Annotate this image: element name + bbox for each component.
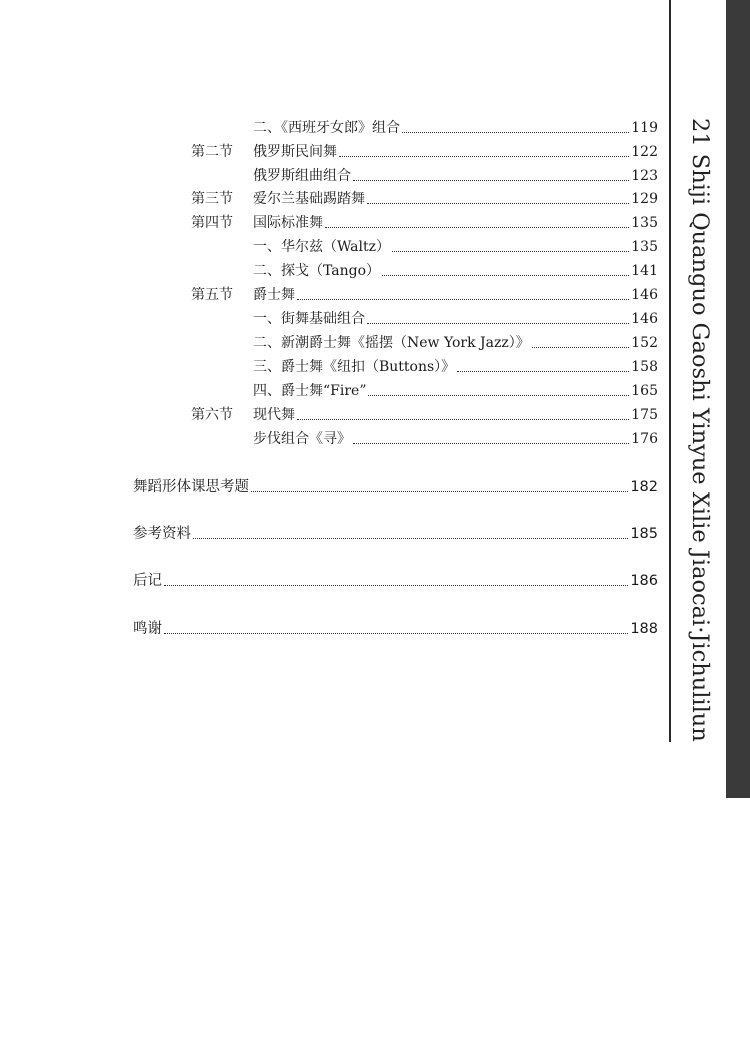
series-title-vertical xyxy=(678,118,722,742)
toc-entry-label: 爵士舞 xyxy=(253,287,295,303)
dot-leader xyxy=(164,585,628,586)
dot-leader xyxy=(353,443,629,444)
toc-entry[interactable] xyxy=(253,310,658,328)
dot-leader xyxy=(392,251,629,252)
toc-section-label: 第五节 xyxy=(191,287,233,303)
toc-entry[interactable] xyxy=(253,143,658,161)
toc-page-number: 175 xyxy=(631,407,658,423)
dot-leader xyxy=(368,395,629,396)
toc-entry-label: 国际标准舞 xyxy=(253,215,323,231)
toc-entry-label: 现代舞 xyxy=(253,407,295,423)
toc-page-number: 176 xyxy=(631,431,658,447)
toc-page-number: 186 xyxy=(630,573,658,589)
toc-main-entry[interactable] xyxy=(133,572,658,590)
toc-page-number: 135 xyxy=(631,215,658,231)
toc-entry-label: 舞蹈形体课思考题 xyxy=(133,479,249,495)
dot-leader xyxy=(382,275,629,276)
toc-entry[interactable] xyxy=(253,262,658,280)
toc-section-label: 第三节 xyxy=(191,191,233,207)
toc-entry[interactable] xyxy=(253,190,658,208)
toc-section-label: 第六节 xyxy=(191,407,233,423)
vertical-divider xyxy=(669,0,671,742)
toc-entry[interactable] xyxy=(253,382,658,400)
toc-page-number: 146 xyxy=(631,311,658,327)
toc-page-number: 146 xyxy=(631,287,658,303)
toc-entry[interactable] xyxy=(253,286,658,304)
toc-page-number: 123 xyxy=(631,168,658,184)
toc-page-number: 122 xyxy=(631,144,658,160)
toc-page-number: 129 xyxy=(631,191,658,207)
toc-page-number: 188 xyxy=(630,621,658,637)
toc-page-number: 135 xyxy=(631,239,658,255)
dot-leader xyxy=(251,491,628,492)
toc-entry-label: 二、探戈（Tango） xyxy=(253,263,381,279)
dot-leader xyxy=(353,180,629,181)
toc-entry[interactable] xyxy=(253,119,658,137)
toc-entry-label: 三、爵士舞《纽扣（Buttons）》 xyxy=(253,359,456,375)
toc-entry-label: 爱尔兰基础踢踏舞 xyxy=(253,191,365,207)
toc-entry-label: 后记 xyxy=(133,573,162,589)
toc-entry-label: 四、爵士舞“Fire” xyxy=(253,383,367,399)
toc-entry-label: 一、街舞基础组合 xyxy=(253,311,365,327)
toc-section-label: 第二节 xyxy=(191,144,233,160)
edge-bar xyxy=(726,0,750,798)
toc-page-number: 152 xyxy=(631,335,658,351)
toc-entry-label: 俄罗斯组曲组合 xyxy=(253,168,351,184)
dot-leader xyxy=(297,419,629,420)
dot-leader xyxy=(193,538,628,539)
toc-page-number: 141 xyxy=(631,263,658,279)
toc-entry[interactable] xyxy=(253,167,658,185)
dot-leader xyxy=(457,371,629,372)
toc-entry[interactable] xyxy=(253,406,658,424)
toc-entry[interactable] xyxy=(253,334,658,352)
toc-entry[interactable] xyxy=(253,214,658,232)
dot-leader xyxy=(325,227,629,228)
toc-page-number: 185 xyxy=(630,526,658,542)
toc-main-entry[interactable] xyxy=(133,478,658,496)
toc-entry[interactable] xyxy=(253,430,658,448)
toc-section-label: 第四节 xyxy=(191,215,233,231)
toc-entry-label: 参考资料 xyxy=(133,526,191,542)
toc-entry[interactable] xyxy=(253,238,658,256)
dot-leader xyxy=(402,132,629,133)
toc-entry-label: 鸣谢 xyxy=(133,621,162,637)
dot-leader xyxy=(339,156,629,157)
dot-leader xyxy=(164,633,628,634)
dot-leader xyxy=(367,323,629,324)
toc-page-number: 165 xyxy=(631,383,658,399)
dot-leader xyxy=(367,203,629,204)
toc-entry-label: 一、华尔兹（Waltz） xyxy=(253,239,390,255)
toc-main-entry[interactable] xyxy=(133,620,658,638)
dot-leader xyxy=(297,299,629,300)
toc-page-number: 158 xyxy=(631,359,658,375)
toc-page-number: 119 xyxy=(631,120,658,136)
toc-entry[interactable] xyxy=(253,358,658,376)
series-title-text: 21 Shiji Quanguo Gaoshi Yinyue Xilie Jiaocai·Jichulilun xyxy=(687,118,713,742)
toc-entry-label: 步伐组合《寻》 xyxy=(253,431,351,447)
dot-leader xyxy=(532,347,630,348)
toc-entry-label: 俄罗斯民间舞 xyxy=(253,144,337,160)
toc-entry-label: 二、《西班牙女郎》组合 xyxy=(253,120,400,136)
toc-main-entry[interactable] xyxy=(133,525,658,543)
toc-entry-label: 二、新潮爵士舞《摇摆（New York Jazz）》 xyxy=(253,335,530,351)
toc-page-number: 182 xyxy=(630,479,658,495)
